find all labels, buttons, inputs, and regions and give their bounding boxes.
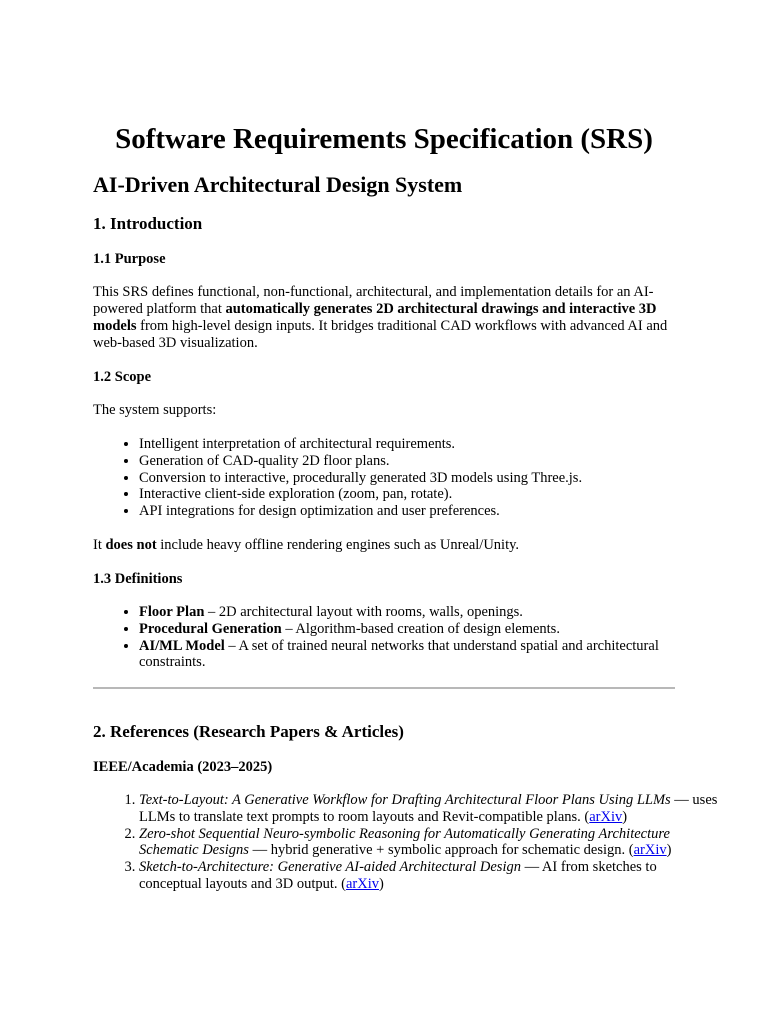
scope-note [93, 537, 675, 554]
scope-list [93, 436, 721, 520]
scope-note-start: It [93, 537, 106, 553]
reference-end: ) [666, 842, 672, 859]
definition-desc: – Algorithm-based creation of design elements. [281, 620, 560, 637]
reference-desc: — hybrid generative + symbolic approach for schematic design. ( [248, 842, 634, 859]
scope-list-item: • Generation of CAD-quality 2D floor plans. [139, 453, 721, 470]
definition-term: AI/ML Model [139, 637, 225, 654]
definition-item [139, 638, 721, 672]
purpose-paragraph [93, 284, 675, 352]
definition-item [139, 621, 721, 638]
definition-term: Floor Plan [139, 604, 205, 620]
definitions-heading: 1.3 Definitions [93, 571, 183, 587]
reference-title: Sketch-to-Architecture: Generative AI-aided Architectural Design [139, 859, 521, 876]
document-title: Software Requirements Specification (SRS) [115, 123, 653, 155]
reference-title: Zero-shot Sequential Neuro-symbolic Reasoning for Automatically Generating Architecture Schematic Designs [139, 825, 670, 859]
definition-item [139, 604, 721, 621]
reference-title: Text-to-Layout: A Generative Workflow for Drafting Architectural Floor Plans Using LLMs [139, 792, 671, 808]
reference-end: ) [622, 808, 628, 825]
reference-item [139, 826, 721, 860]
references-subheading: IEEE/Academia (2023–2025) [93, 759, 273, 775]
definition-desc: – 2D architectural layout with rooms, walls, openings. [204, 604, 523, 620]
purpose-text-end: from high-level design inputs. It bridges traditional CAD workflows with advanced AI and web-based 3D visualization. [93, 318, 668, 351]
purpose-text-start: This SRS defines functional, non-functional, architectural, and implementation details for an AI-powered platform that [93, 284, 654, 317]
definition-term: Procedural Generation [139, 620, 282, 637]
reference-item [139, 859, 721, 893]
reference-link[interactable]: arXiv [589, 808, 623, 825]
document-subtitle: AI-Driven Architectural Design System [93, 172, 463, 197]
scope-note-bold: does not [105, 537, 157, 553]
reference-end: ) [379, 875, 384, 892]
scope-heading: 1.2 Scope [93, 369, 151, 385]
reference-desc: — uses LLMs to translate text prompts to room layouts and Revit-compatible plans. ( [139, 792, 718, 825]
reference-desc: — AI from sketches to conceptual layouts and 3D output. ( [139, 859, 657, 892]
purpose-text-bold: automatically generates 2D architectural drawings and interactive 3D models [93, 301, 657, 334]
purpose-heading: 1.1 Purpose [93, 251, 166, 267]
scope-list-item: • Interactive client-side exploration (zoom, pan, rotate). [139, 486, 721, 503]
definition-desc: – A set of trained neural networks that understand spatial and architectural constraints. [139, 637, 659, 671]
scope-list-item: • API integrations for design optimization and user preferences. [139, 503, 721, 520]
section-introduction-heading: 1. Introduction [93, 214, 203, 233]
references-list [93, 792, 721, 893]
reference-link[interactable]: arXiv [345, 875, 379, 892]
reference-link[interactable]: arXiv [633, 842, 667, 859]
scope-list-item: • Conversion to interactive, procedurally generated 3D models using Three.js. [139, 470, 721, 487]
section-divider [93, 687, 675, 689]
definitions-list [93, 604, 721, 671]
reference-item [139, 792, 721, 826]
scope-list-item: • Intelligent interpretation of architectural requirements. [139, 436, 721, 453]
section-references-heading: 2. References (Research Papers & Articles) [93, 722, 404, 741]
scope-lead: The system supports: [93, 402, 217, 418]
scope-note-end: include heavy offline rendering engines such as Unreal/Unity. [156, 537, 520, 553]
